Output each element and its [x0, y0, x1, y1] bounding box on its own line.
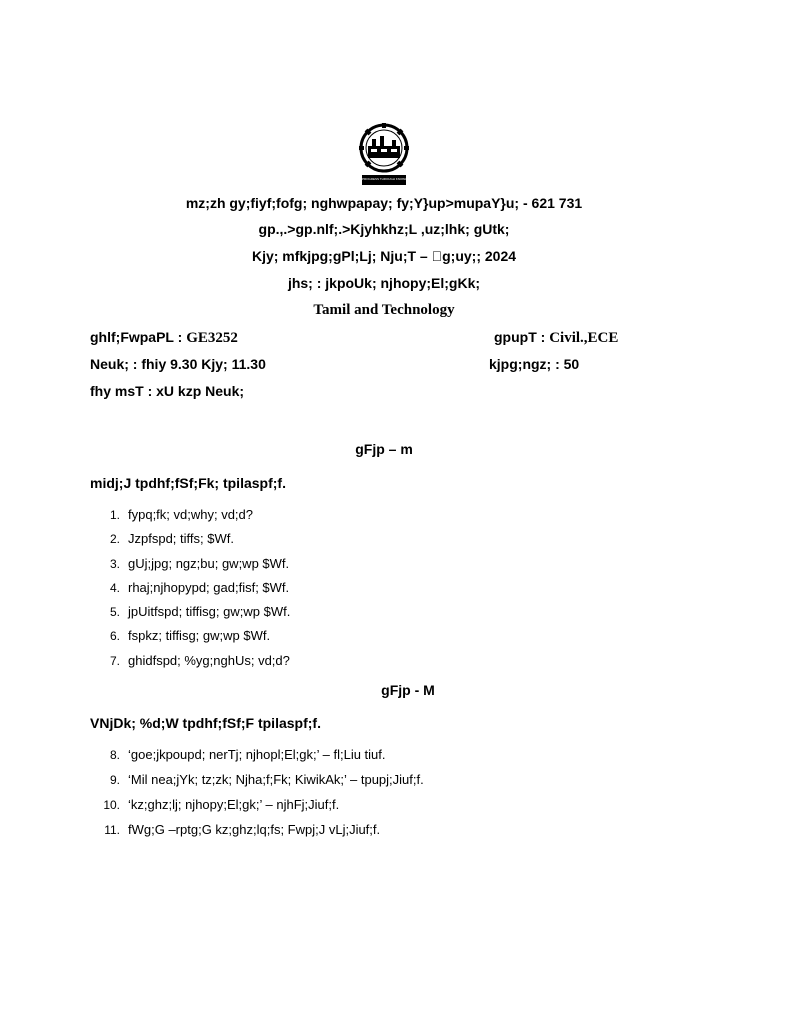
question-item	[94, 797, 424, 822]
duration: fhy msT : xU kzp Neuk;	[90, 383, 245, 399]
question-item	[94, 507, 290, 531]
question-text: Jzpfspd; tiffs; $Wf.	[128, 531, 234, 547]
programme-line: gp.,.>gp.nlf;.>Kjyhkhz;L ,uz;lhk; gUtk;	[258, 221, 510, 237]
course-code	[90, 329, 238, 347]
question-number: 6.	[109, 629, 120, 644]
question-text: fWg;G –rptg;G kz;ghz;lq;fs; Fwpj;J vLj;Jiuf;f.	[128, 822, 381, 837]
question-number: 5.	[109, 605, 120, 620]
course-code-value: GE3252	[186, 330, 238, 346]
branch	[494, 329, 618, 347]
question-number: 7.	[109, 653, 120, 668]
question-number: 9.	[109, 773, 120, 787]
part-a-instruction: midj;J tpdhf;fSf;Fk; tpilaspf;f.	[90, 475, 286, 491]
question-item	[94, 628, 290, 652]
question-number: 1.	[109, 508, 120, 522]
part-a-questions	[94, 507, 290, 677]
exam-line: Kjy; mfkjpg;gPl;Lj; Nju;T –  g;uy;; 2024	[251, 248, 517, 264]
total-marks: kjpg;ngz; : 50	[489, 356, 580, 372]
question-text: ghidfspd; %yg;nghUs; vd;d?	[128, 652, 290, 668]
question-text: jpUitfspd; tiffisg; gw;wp $Wf.	[128, 604, 291, 620]
question-text: ‘goe;jkpoupd; nerTj; njhopl;El;gk;’ – fl;Liu tiuf.	[128, 747, 386, 762]
branch-value: Civil.,ECE	[549, 330, 619, 346]
question-text: rhaj;njhopypd; gad;fisf; $Wf.	[128, 579, 290, 595]
exam-time: Neuk; : fhiy 9.30 Kjy; 11.30	[90, 356, 266, 372]
question-text: ‘Mil nea;jYk; tz;zk; Njha;f;Fk; KiwikAk;’ – tpupj;Jiuf;f.	[128, 772, 424, 787]
part-b-instruction: VNjDk; %d;W tpdhf;fSf;F tpilaspf;f.	[90, 715, 321, 731]
paper-line: jhs; : jkpoUk; njhopy;El;gKk;	[287, 275, 481, 291]
question-text: gUj;jpg; ngz;bu; gw;wp $Wf.	[128, 555, 290, 571]
question-number: 11.	[104, 823, 120, 837]
question-item	[94, 604, 290, 628]
question-item	[94, 822, 424, 847]
question-item	[94, 772, 424, 797]
question-number: 2.	[109, 532, 120, 547]
question-number: 4.	[109, 580, 120, 595]
part-b-questions	[94, 747, 424, 847]
question-item	[94, 747, 424, 772]
question-text: fspkz; tiffisg; gw;wp $Wf.	[128, 628, 271, 644]
branch-label: gpupT :	[494, 329, 550, 345]
question-item	[94, 580, 290, 604]
question-item	[94, 653, 290, 677]
question-number: 8.	[109, 748, 120, 762]
question-text: fypq;fk; vd;why; vd;d?	[128, 507, 254, 522]
question-item	[94, 531, 290, 555]
part-a-title: gFjp – m	[355, 441, 413, 457]
question-item	[94, 556, 290, 580]
institution-line: mz;zh gy;fiyf;fofg; nghwpapay; fy;Y}up>mupaY}u; - 621 731	[185, 195, 583, 211]
part-b-title: gFjp - M	[381, 682, 435, 698]
course-code-label: ghlf;FwpaPL :	[90, 329, 187, 345]
course-title: Tamil and Technology	[313, 302, 455, 318]
university-logo	[352, 122, 416, 188]
question-text: ‘kz;ghz;lj; njhopy;El;gk;’ – njhFj;Jiuf;f.	[128, 797, 340, 812]
question-number: 10.	[103, 798, 120, 812]
question-number: 3.	[109, 556, 120, 571]
logo-motto: PROGRESS THROUGH KNOWLEDGE	[362, 177, 416, 181]
